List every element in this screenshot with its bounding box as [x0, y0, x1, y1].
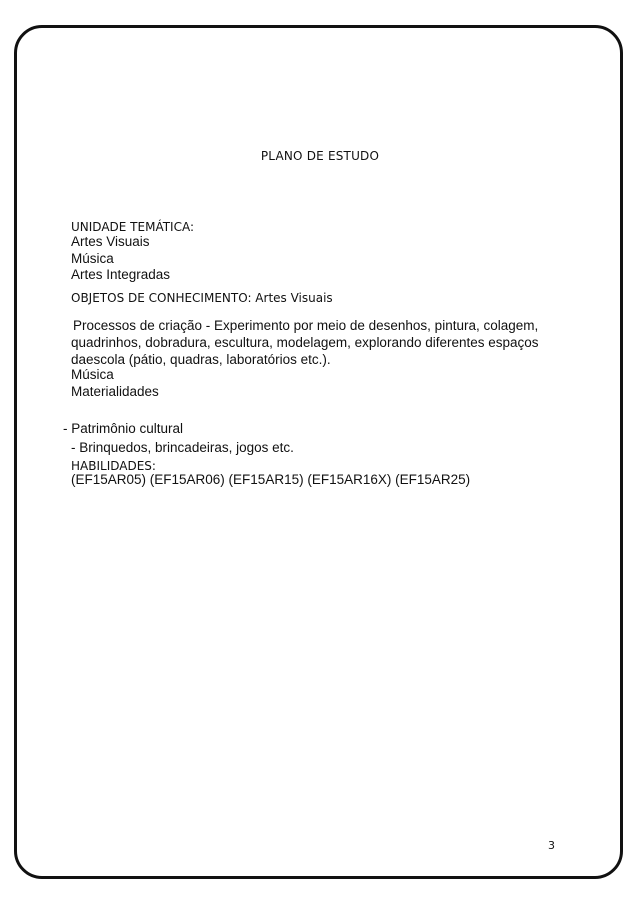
objetos-item-musica: Música	[71, 367, 114, 382]
page-number: 3	[548, 839, 555, 852]
unidade-item-artes-visuais: Artes Visuais	[71, 234, 150, 249]
objetos-item-materialidades: Materialidades	[71, 384, 159, 399]
unidade-item-artes-integradas: Artes Integradas	[71, 267, 171, 282]
unidade-item-musica: Música	[71, 251, 114, 266]
processos-paragraph: Processos de criação - Experimento por meio de desenhos, pintura, colagem, quadrinhos, dobradura, escultura, modelagem, explorando diferentes espaços daescola (pátio, quadras, laboratórios etc.).	[71, 318, 539, 367]
page-title: PLANO DE ESTUDO	[260, 149, 380, 163]
unidade-tematica-heading: UNIDADE TEMÁTICA:	[71, 220, 195, 234]
brinquedos-line: - Brinquedos, brincadeiras, jogos etc.	[71, 440, 294, 455]
patrimonio-line: - Patrimônio cultural	[63, 421, 184, 436]
habilidades-heading: HABILIDADES:	[71, 459, 156, 473]
habilidades-codes: (EF15AR05) (EF15AR06) (EF15AR15) (EF15AR16X) (EF15AR25)	[71, 472, 471, 487]
objetos-heading: OBJETOS DE CONHECIMENTO: Artes Visuais	[71, 291, 333, 305]
